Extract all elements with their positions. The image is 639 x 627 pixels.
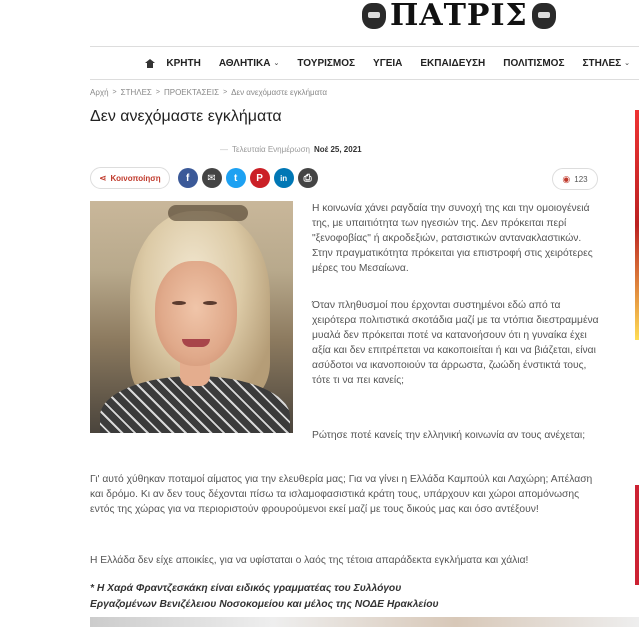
nav-item-stiles[interactable]: ΣΤΗΛΕΣ ⌄ [582,57,630,69]
article-paragraph: Όταν πληθυσμοί που έρχονται συστημένοι εδώ από τα χειρότερα πολιτιστικά σκοτάδια μαζί με τα ντόπια διεστραμμένα μυαλά δεν πρόκειται ποτέ να κατανοήσουν ότι η γυναίκα έχει αξία και δεν επιτρέπεται να κακοποιείται ή και να βιάζεται, είναι ασύδοτοι να ικανοποιούν τα άρρωστα, ζωώδη ένστικτά τους, τότε τι να πει κανείς; [312,300,599,386]
signature-line: * Η Χαρά Φραντζεσκάκη είναι ειδικός γραμματέας του Συλλόγου [90,583,402,594]
share-label: Κοινοποίηση [110,173,161,183]
updated-date: Νοέ 25, 2021 [313,145,362,154]
article-meta [220,145,362,154]
signature-line: Εργαζομένων Βενιζέλειου Νοσοκομείου και μέλος της ΝΟΔΕ Ηρακλείου [90,599,439,610]
breadcrumb-separator: > [112,89,117,96]
page-title: Δεν ανεχόμαστε εγκλήματα [90,108,282,125]
share-bar [90,167,318,189]
nav-item-ygeia[interactable]: ΥΓΕΙΑ [373,57,403,69]
print-icon[interactable]: ⎙ [298,168,318,188]
breadcrumb [90,88,327,97]
article-paragraph: Η κοινωνία χάνει ραγδαία την συνοχή της και την ομοιογένειά της, με υπαιτιότητα των ηγεσιών της. Δεν πρόκειται περί "ξενοφοβίας" ή ακροδεξιών, ρατσιστικών αντανακλαστικών. Στην πραγματικότητα πρόκειται για επιστροφή στις χειρότερες μέρες του Μεσαίωνα. [312,203,593,274]
related-strip [90,617,639,627]
nav-item-athlitika[interactable]: ΑΘΛΗΤΙΚΑ ⌄ [218,57,280,69]
nav-item-kriti[interactable]: ΚΡΗΤΗ [166,57,201,69]
article-paragraph: Ρώτησε ποτέ κανείς την ελληνική κοινωνία αν τους ανέχεται; [312,430,586,441]
article-paragraph: Η Ελλάδα δεν είχε αποικίες, για να υφίσταται ο λαός της τέτοια απαράδεκτα εγκλήματα και χάλια! [90,555,529,566]
main-nav [90,46,639,80]
facebook-icon[interactable]: f [178,168,198,188]
nav-item-ekpaidefsi[interactable]: ΕΚΠΑΙΔΕΥΣΗ [420,57,486,69]
logo-portrait-right [532,3,556,29]
share-button[interactable] [90,167,170,189]
author-photo [90,201,293,433]
breadcrumb-current: Δεν ανεχόμαστε εγκλήματα [231,88,327,97]
eye-icon: ◉ [562,173,571,184]
logo-text: ΠΑΤΡΙΣ [390,0,528,33]
home-icon[interactable] [145,59,147,68]
breadcrumb-home[interactable]: Αρχή [90,88,109,97]
author-signature [90,581,602,613]
sidebar-ad[interactable] [635,110,639,340]
email-icon[interactable]: ✉ [202,168,222,188]
chevron-down-icon: ⌄ [624,60,630,67]
view-count-badge [552,168,598,190]
breadcrumb-stiles[interactable]: ΣΤΗΛΕΣ [120,88,152,97]
view-count: 123 [574,174,588,184]
chevron-down-icon: ⌄ [273,60,280,67]
nav-item-tourismos[interactable]: ΤΟΥΡΙΣΜΟΣ [297,57,356,69]
nav-item-politismos[interactable]: ΠΟΛΙΤΙΣΜΟΣ [503,57,565,69]
twitter-icon[interactable]: t [226,168,246,188]
article-paragraph: Γι' αυτό χύθηκαν ποταμοί αίματος για την ελευθερία μας; Για να γίνει η Ελλάδα Καμπούλ και Λαχώρη; Απέλαση και δρόμο. Κι αν δεν τους δέχονται πίσω τα ισλαμοφασιστικά κράτη τους, υπάρχουν και χώροι απομόνωσης εντός της χώρας για να περιοριστούν φρουρούμενοι εκεί μαζί με τους δικούς μας και όσο αντέξουν! [90,474,593,515]
share-icon: ⋖ [99,172,107,183]
linkedin-icon[interactable]: in [274,168,294,188]
sidebar-ad[interactable] [635,485,639,585]
pinterest-icon[interactable]: P [250,168,270,188]
breadcrumb-separator: > [223,89,228,96]
site-logo[interactable] [362,0,556,32]
meta-dash: — [220,145,228,154]
logo-portrait-left [362,3,386,29]
updated-label: Τελευταία Ενημέρωση [232,145,310,154]
breadcrumb-proektaseis[interactable]: ΠΡΟΕΚΤΑΣΕΙΣ [163,88,220,97]
breadcrumb-separator: > [155,89,160,96]
